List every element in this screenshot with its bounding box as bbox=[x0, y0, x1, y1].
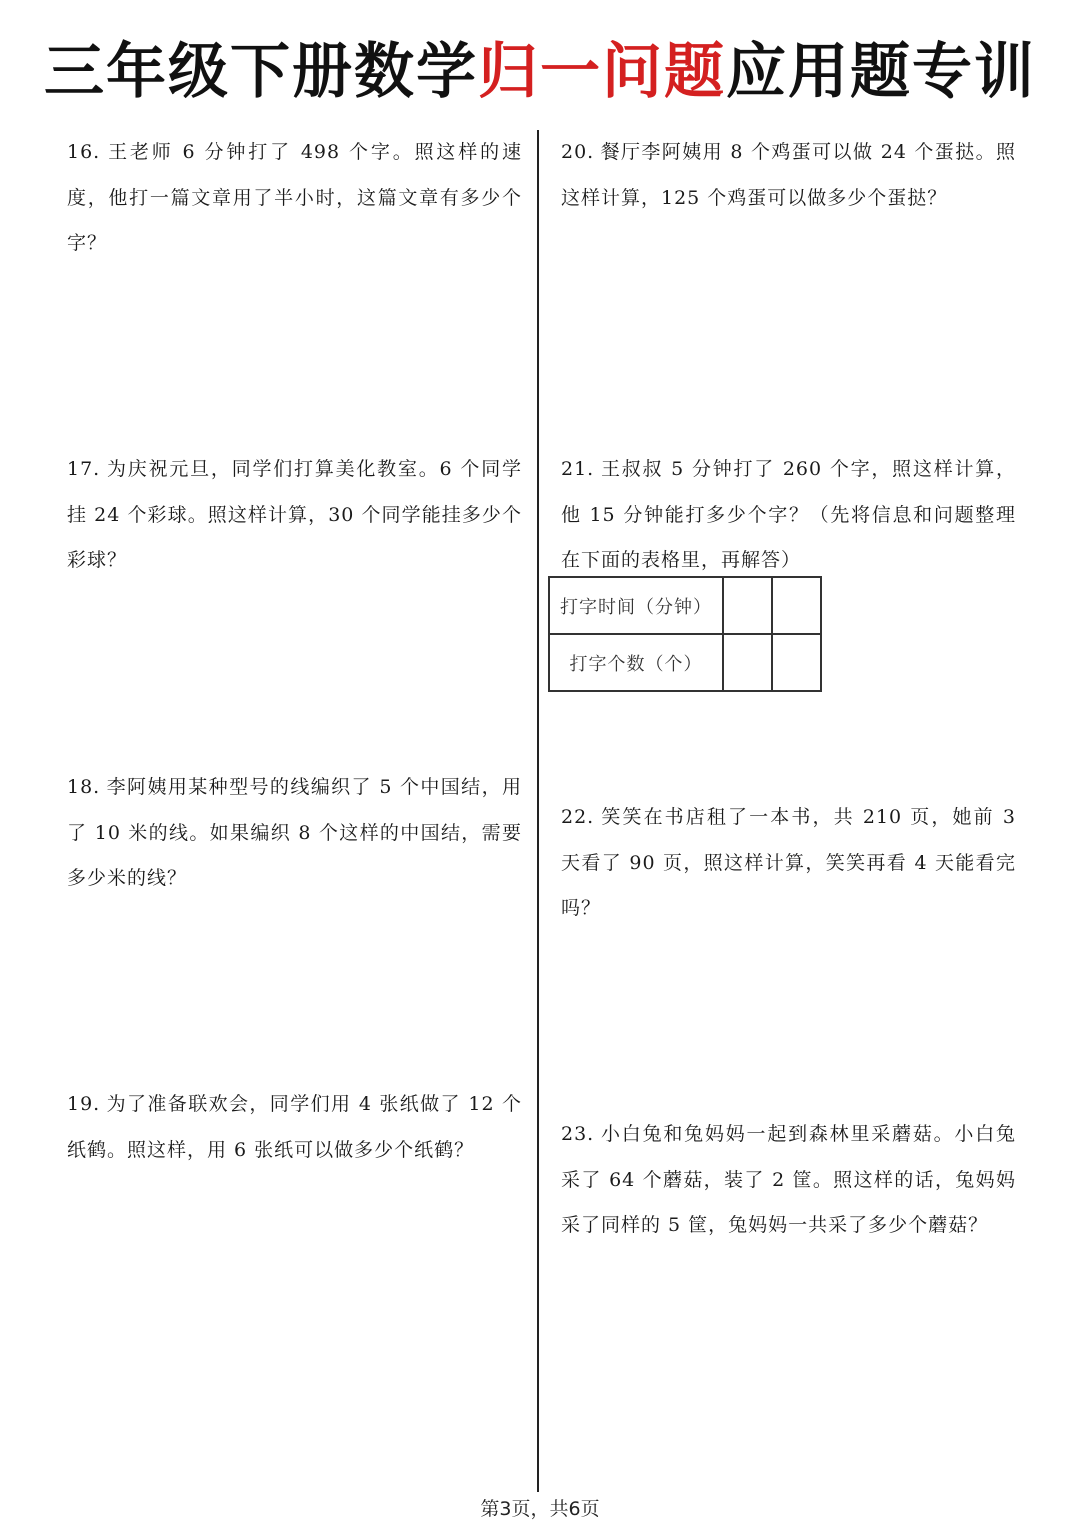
typing-time-label: 打字时间（分钟） bbox=[549, 577, 723, 634]
problem-text: 王叔叔 5 分钟打了 260 个字，照这样计算，他 15 分钟能打多少个字？（先将信息和问题整理在下面的表格里，再解答） bbox=[561, 458, 1016, 571]
problem-number: 17. bbox=[67, 458, 101, 480]
title-part-1: 三年级下册数学 bbox=[44, 37, 478, 107]
problem-text: 为了准备联欢会，同学们用 4 张纸做了 12 个纸鹤。照这样，用 6 张纸可以做多少个纸鹤？ bbox=[67, 1093, 522, 1161]
problem-20 bbox=[561, 130, 1016, 221]
table-row bbox=[549, 577, 821, 634]
table-row bbox=[549, 634, 821, 691]
answer-cell[interactable] bbox=[723, 577, 772, 634]
answer-cell[interactable] bbox=[772, 577, 821, 634]
problem-23 bbox=[561, 1112, 1016, 1249]
problem-16 bbox=[67, 130, 522, 267]
problem-21 bbox=[561, 447, 1016, 584]
typing-info-table bbox=[548, 576, 822, 692]
problem-number: 21. bbox=[561, 458, 595, 480]
problem-number: 19. bbox=[67, 1093, 101, 1115]
problem-text: 笑笑在书店租了一本书，共 210 页，她前 3 天看了 90 页，照这样计算，笑笑再看 4 天能看完吗？ bbox=[561, 806, 1016, 919]
title-highlight: 归一问题 bbox=[478, 37, 726, 107]
worksheet-title bbox=[0, 22, 1080, 122]
problem-number: 22. bbox=[561, 806, 595, 828]
problem-number: 18. bbox=[67, 776, 101, 798]
problem-text: 李阿姨用某种型号的线编织了 5 个中国结，用了 10 米的线。如果编织 8 个这样的中国结，需要多少米的线？ bbox=[67, 776, 522, 889]
problem-22 bbox=[561, 795, 1016, 932]
problem-text: 餐厅李阿姨用 8 个鸡蛋可以做 24 个蛋挞。照这样计算，125 个鸡蛋可以做多少个蛋挞？ bbox=[561, 141, 1016, 209]
problem-number: 16. bbox=[67, 141, 101, 163]
problem-text: 为庆祝元旦，同学们打算美化教室。6 个同学挂 24 个彩球。照这样计算，30 个同学能挂多少个彩球？ bbox=[67, 458, 522, 571]
title-part-2: 应用题专训 bbox=[726, 37, 1036, 107]
problem-17 bbox=[67, 447, 522, 584]
problem-19 bbox=[67, 1082, 522, 1173]
problem-text: 小白兔和兔妈妈一起到森林里采蘑菇。小白兔采了 64 个蘑菇，装了 2 筐。照这样的话，兔妈妈采了同样的 5 筐，兔妈妈一共采了多少个蘑菇？ bbox=[561, 1123, 1016, 1236]
page-number: 第3页，共6页 bbox=[480, 1498, 600, 1520]
problem-number: 20. bbox=[561, 141, 595, 163]
problem-text: 王老师 6 分钟打了 498 个字。照这样的速度，他打一篇文章用了半小时，这篇文章有多少个字？ bbox=[67, 141, 522, 254]
typing-count-label: 打字个数（个） bbox=[549, 634, 723, 691]
problem-18 bbox=[67, 765, 522, 902]
answer-cell[interactable] bbox=[772, 634, 821, 691]
problem-number: 23. bbox=[561, 1123, 595, 1145]
answer-cell[interactable] bbox=[723, 634, 772, 691]
column-divider bbox=[537, 130, 539, 1492]
